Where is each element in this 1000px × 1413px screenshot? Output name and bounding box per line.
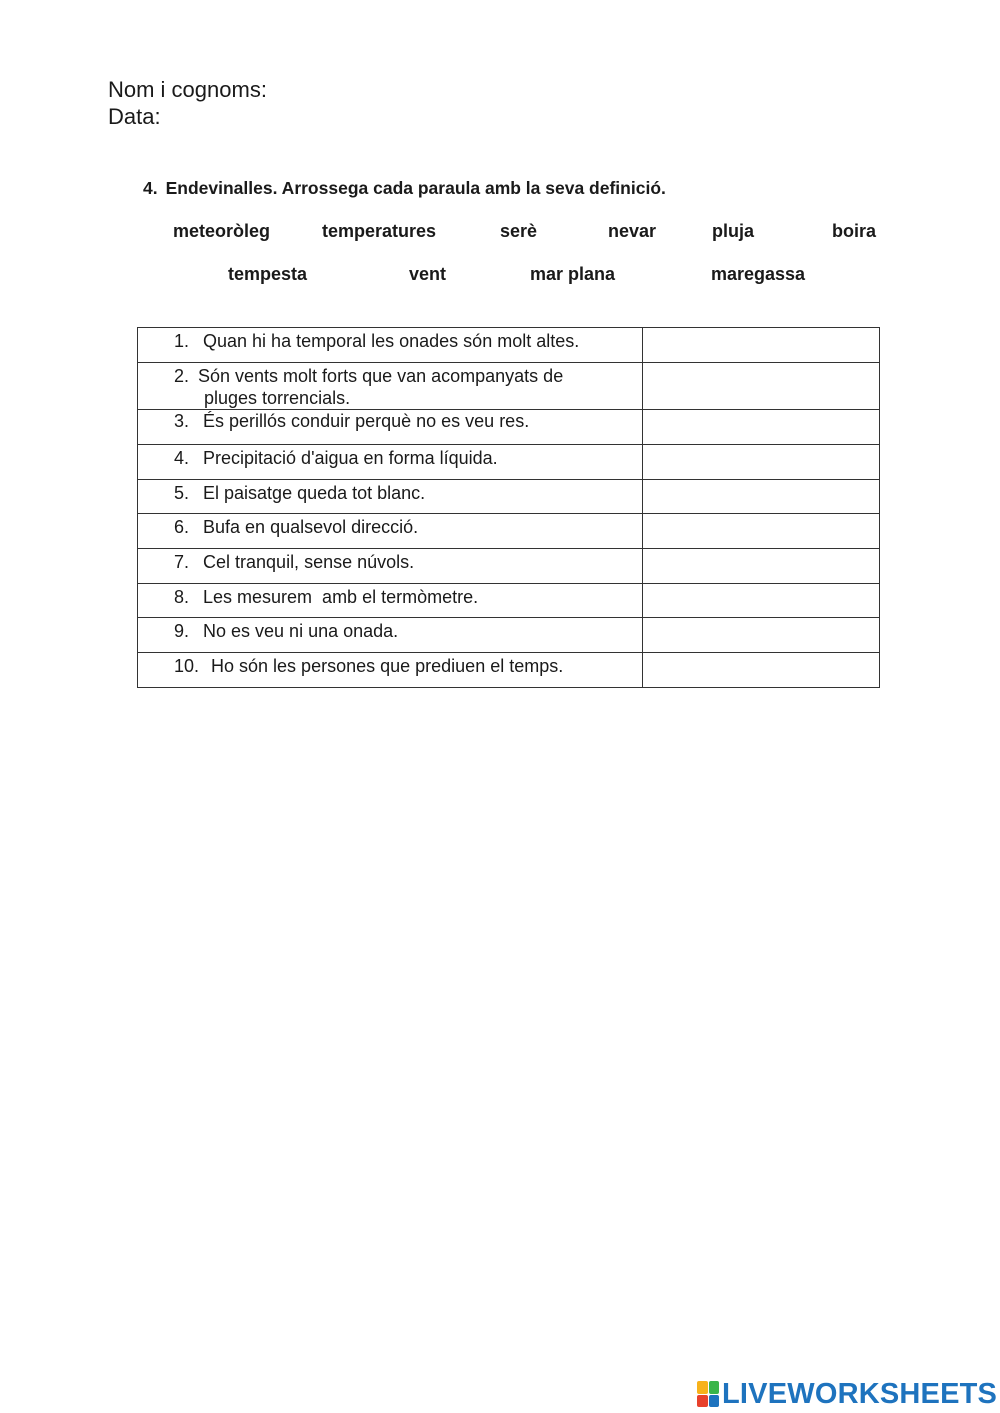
answer-drop-cell[interactable] bbox=[643, 618, 880, 653]
name-label: Nom i cognoms: bbox=[108, 77, 267, 102]
definition-cell bbox=[138, 618, 643, 653]
definition-number: 10. bbox=[174, 656, 200, 676]
definition-cell bbox=[138, 445, 643, 480]
table-row bbox=[138, 363, 880, 410]
definition-text: Les mesurem amb el termòmetre. bbox=[203, 587, 479, 607]
word-chip[interactable]: temperatures bbox=[322, 221, 437, 241]
answer-drop-cell[interactable] bbox=[643, 410, 880, 445]
definition-text: Precipitació d'aigua en forma líquida. bbox=[203, 448, 498, 468]
answer-drop-cell[interactable] bbox=[643, 328, 880, 363]
table-row bbox=[138, 618, 880, 653]
table-row bbox=[138, 584, 880, 618]
definition-number: 8. bbox=[174, 587, 190, 607]
definition-number: 1. bbox=[174, 331, 190, 351]
definition-cell bbox=[138, 328, 643, 363]
answer-drop-cell[interactable] bbox=[643, 653, 880, 688]
word-chip[interactable]: meteoròleg bbox=[173, 221, 271, 241]
definition-text: Cel tranquil, sense núvols. bbox=[203, 552, 415, 572]
definition-text: Són vents molt forts que van acompanyats de bbox=[198, 366, 564, 386]
table-row bbox=[138, 653, 880, 688]
word-chip[interactable]: serè bbox=[500, 221, 538, 241]
definition-number: 4. bbox=[174, 448, 190, 468]
answer-drop-cell[interactable] bbox=[643, 584, 880, 618]
table-row bbox=[138, 445, 880, 480]
definition-number: 9. bbox=[174, 621, 190, 641]
definition-cell bbox=[138, 514, 643, 549]
exercise-instruction bbox=[143, 178, 666, 199]
definition-text: Ho són les persones que prediuen el temps. bbox=[211, 656, 564, 676]
definition-cell bbox=[138, 549, 643, 584]
exercise-number: 4. bbox=[143, 178, 158, 198]
table-row bbox=[138, 514, 880, 549]
definition-cell bbox=[138, 410, 643, 445]
definition-number: 3. bbox=[174, 411, 190, 431]
word-chip[interactable]: pluja bbox=[712, 221, 755, 241]
definition-number: 5. bbox=[174, 483, 190, 503]
word-chip[interactable]: mar plana bbox=[530, 264, 616, 284]
answer-drop-cell[interactable] bbox=[643, 514, 880, 549]
word-chip[interactable]: maregassa bbox=[711, 264, 806, 284]
definition-text: Bufa en qualsevol direcció. bbox=[203, 517, 419, 537]
word-chip[interactable]: tempesta bbox=[228, 264, 308, 284]
definition-number: 2. bbox=[174, 366, 190, 386]
brand-name: LIVEWORKSHEETS bbox=[722, 1377, 998, 1410]
definitions-table bbox=[137, 327, 880, 688]
definition-text-cont: pluges torrencials. bbox=[204, 388, 351, 408]
date-label: Data: bbox=[108, 104, 161, 129]
answer-drop-cell[interactable] bbox=[643, 480, 880, 514]
definition-cell bbox=[138, 584, 643, 618]
definition-number: 6. bbox=[174, 517, 190, 537]
table-row bbox=[138, 410, 880, 445]
definition-number: 7. bbox=[174, 552, 190, 572]
exercise-text: Endevinalles. Arrossega cada paraula amb la seva definició. bbox=[165, 178, 666, 198]
definition-cell bbox=[138, 363, 643, 410]
answer-drop-cell[interactable] bbox=[643, 549, 880, 584]
word-chip[interactable]: nevar bbox=[608, 221, 657, 241]
answer-drop-cell[interactable] bbox=[643, 363, 880, 410]
table-row bbox=[138, 549, 880, 584]
definition-text: És perillós conduir perquè no es veu res. bbox=[203, 411, 530, 431]
table-row bbox=[138, 328, 880, 363]
definition-text: El paisatge queda tot blanc. bbox=[203, 483, 426, 503]
word-chip[interactable]: boira bbox=[832, 221, 877, 241]
definition-cell bbox=[138, 480, 643, 514]
definition-text: Quan hi ha temporal les onades són molt altes. bbox=[203, 331, 580, 351]
liveworksheets-logo-icon bbox=[697, 1381, 719, 1407]
definition-text: No es veu ni una onada. bbox=[203, 621, 399, 641]
answer-drop-cell[interactable] bbox=[643, 445, 880, 480]
word-chip[interactable]: vent bbox=[409, 264, 447, 284]
liveworksheets-logo[interactable] bbox=[697, 1377, 997, 1411]
table-row bbox=[138, 480, 880, 514]
definition-cell bbox=[138, 653, 643, 688]
